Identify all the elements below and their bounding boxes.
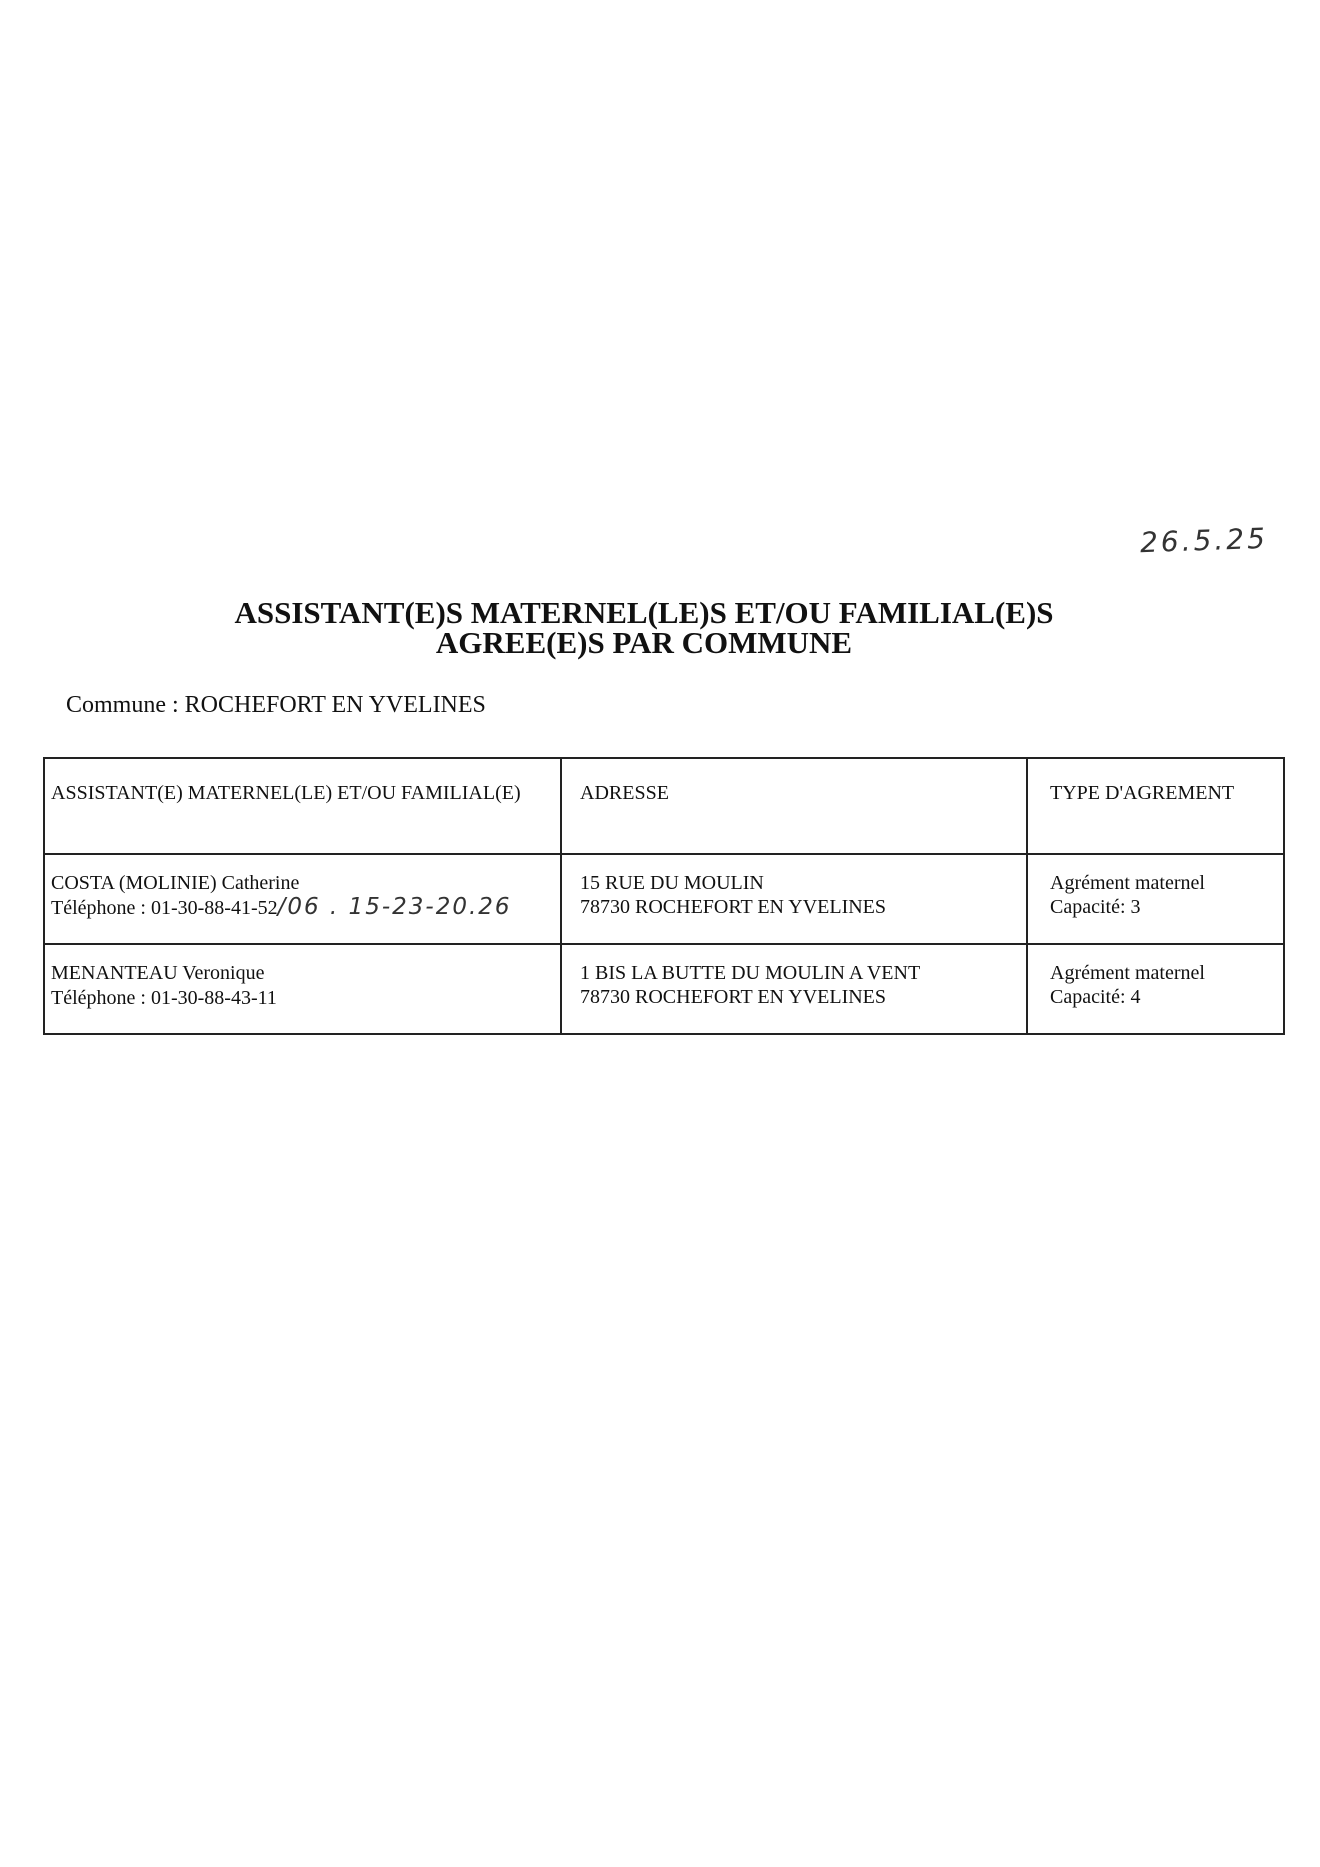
agreement-cell <box>1027 944 1284 1034</box>
assistant-phone-line <box>51 895 550 920</box>
handwritten-date-annotation: 26.5.25 <box>1139 521 1269 560</box>
address-line-1: 15 RUE DU MOULIN <box>580 872 764 894</box>
assistant-phone-line <box>51 985 550 1010</box>
document-title-line-2: AGREE(E)S PAR COMMUNE <box>435 625 853 660</box>
address-line-1: 1 BIS LA BUTTE DU MOULIN A VENT <box>580 962 921 984</box>
agreement-cell <box>1027 854 1284 944</box>
assistant-name: COSTA (MOLINIE) Catherine <box>51 872 300 894</box>
assistant-cell <box>44 854 561 944</box>
agreement-type: Agrément maternel <box>1050 962 1205 984</box>
agreement-type: Agrément maternel <box>1050 872 1205 894</box>
agreement-capacity: Capacité: 4 <box>1050 986 1141 1008</box>
assistants-table <box>43 757 1285 1035</box>
address-cell <box>561 854 1027 944</box>
assistant-phone: Téléphone : 01-30-88-41-52 <box>51 897 278 919</box>
assistant-phone: Téléphone : 01-30-88-43-11 <box>51 987 277 1009</box>
table-row <box>44 944 1284 1034</box>
commune-label: Commune : ROCHEFORT EN YVELINES <box>66 692 486 718</box>
assistant-cell <box>44 944 561 1034</box>
header-address: ADRESSE <box>561 758 1027 854</box>
address-cell <box>561 944 1027 1034</box>
header-agreement-type: TYPE D'AGREMENT <box>1027 758 1284 854</box>
agreement-capacity: Capacité: 3 <box>1050 896 1141 918</box>
handwritten-phone: /06 . 15-23-20.26 <box>277 894 512 920</box>
address-line-2: 78730 ROCHEFORT EN YVELINES <box>580 986 887 1008</box>
assistant-name: MENANTEAU Veronique <box>51 962 265 984</box>
table-row <box>44 854 1284 944</box>
address-line-2: 78730 ROCHEFORT EN YVELINES <box>580 896 887 918</box>
document-title-line-1: ASSISTANT(E)S MATERNEL(LE)S ET/OU FAMILIAL(E)S <box>234 595 1054 630</box>
table-header-row <box>44 758 1284 854</box>
header-assistant: ASSISTANT(E) MATERNEL(LE) ET/OU FAMILIAL(E) <box>44 758 561 854</box>
